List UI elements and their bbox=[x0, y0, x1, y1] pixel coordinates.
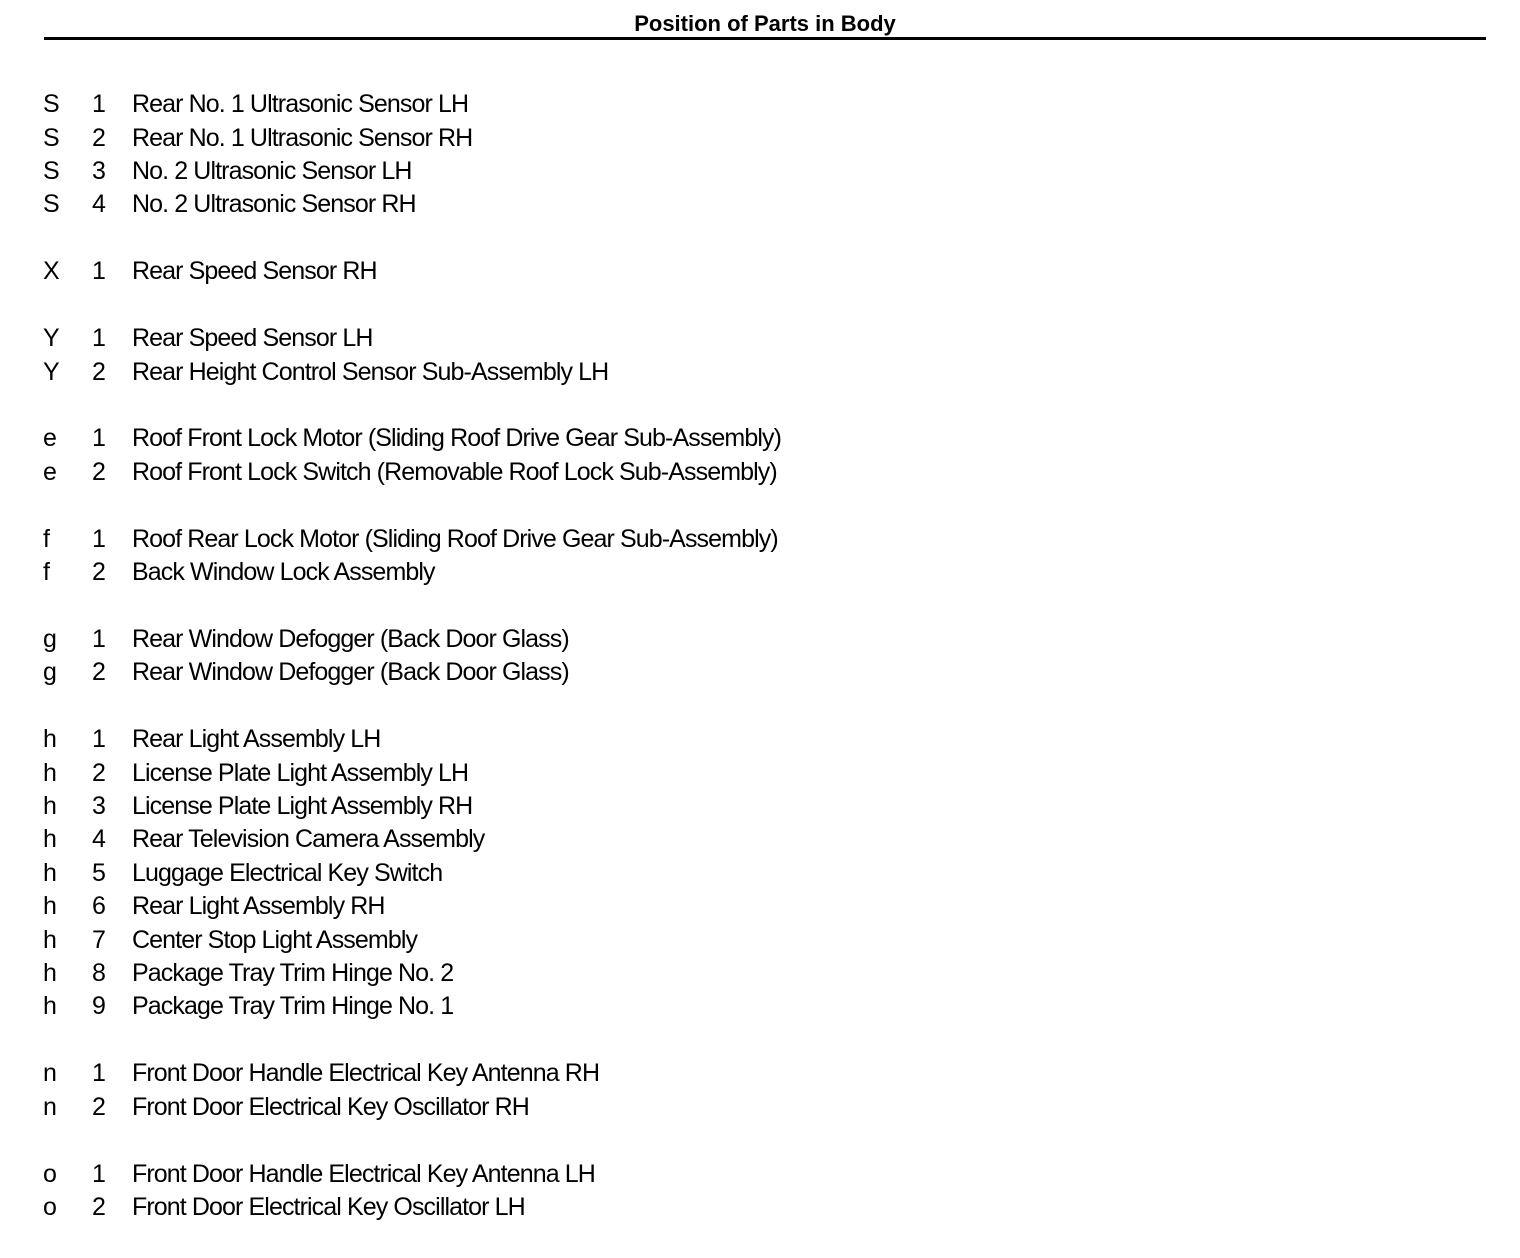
connector-code: o bbox=[43, 1159, 57, 1188]
connector-code: S bbox=[43, 90, 59, 119]
part-name: Roof Front Lock Motor (Sliding Roof Drive Gear Sub-Assembly) bbox=[132, 424, 782, 453]
parts-group-X bbox=[0, 255, 1520, 288]
part-number: 4 bbox=[92, 825, 106, 854]
part-number: 2 bbox=[92, 123, 106, 152]
parts-group-n bbox=[0, 1057, 1520, 1124]
part-number: 2 bbox=[92, 558, 106, 587]
connector-code: h bbox=[43, 959, 57, 987]
parts-group-o bbox=[0, 1157, 1520, 1224]
part-number: 2 bbox=[92, 457, 106, 486]
part-row bbox=[0, 1191, 1520, 1224]
part-number: 8 bbox=[92, 959, 106, 987]
part-number: 1 bbox=[92, 524, 106, 553]
part-name: Rear Light Assembly LH bbox=[132, 725, 381, 754]
connector-code: S bbox=[43, 123, 59, 152]
connector-code: n bbox=[43, 1092, 57, 1121]
connector-code: S bbox=[43, 156, 59, 185]
connector-code: h bbox=[43, 992, 57, 1021]
part-number: 2 bbox=[92, 1092, 106, 1121]
connector-code: S bbox=[43, 190, 59, 219]
part-row bbox=[0, 322, 1520, 355]
part-number: 2 bbox=[92, 758, 106, 787]
part-row bbox=[0, 355, 1520, 388]
part-row bbox=[0, 188, 1520, 221]
part-row bbox=[0, 623, 1520, 656]
part-row bbox=[0, 255, 1520, 288]
part-row bbox=[0, 990, 1520, 1023]
part-row bbox=[0, 1057, 1520, 1090]
part-name: Roof Front Lock Switch (Removable Roof Lock Sub-Assembly) bbox=[132, 457, 777, 486]
part-row bbox=[0, 756, 1520, 789]
part-name: Front Door Electrical Key Oscillator LH bbox=[132, 1192, 525, 1221]
part-number: 4 bbox=[92, 190, 106, 219]
part-name: Front Door Electrical Key Oscillator RH bbox=[132, 1092, 529, 1121]
part-row bbox=[0, 723, 1520, 756]
parts-group-h bbox=[0, 723, 1520, 1024]
connector-code: h bbox=[43, 892, 57, 921]
connector-code: e bbox=[43, 424, 57, 453]
parts-group-e bbox=[0, 422, 1520, 489]
part-name: Package Tray Trim Hinge No. 2 bbox=[132, 959, 454, 987]
page-title: Position of Parts in Body bbox=[634, 11, 896, 36]
part-name: Rear Television Camera Assembly bbox=[132, 825, 485, 854]
part-name: Rear Speed Sensor RH bbox=[132, 257, 377, 286]
part-row bbox=[0, 957, 1520, 990]
part-name: No. 2 Ultrasonic Sensor RH bbox=[132, 190, 416, 219]
parts-group-Y bbox=[0, 322, 1520, 389]
part-name: Rear Light Assembly RH bbox=[132, 892, 385, 921]
part-row bbox=[0, 656, 1520, 689]
part-row bbox=[0, 556, 1520, 589]
part-number: 3 bbox=[92, 156, 106, 185]
connector-code: h bbox=[43, 925, 57, 954]
part-name: Back Window Lock Assembly bbox=[132, 558, 435, 587]
part-number: 5 bbox=[92, 858, 106, 887]
connector-code: X bbox=[43, 257, 59, 286]
part-row bbox=[0, 1090, 1520, 1123]
connector-code: h bbox=[43, 792, 57, 821]
part-row bbox=[0, 857, 1520, 890]
part-number: 1 bbox=[92, 1159, 106, 1188]
part-name: Rear No. 1 Ultrasonic Sensor LH bbox=[132, 90, 469, 119]
part-name: No. 2 Ultrasonic Sensor LH bbox=[132, 156, 412, 185]
part-row bbox=[0, 456, 1520, 489]
part-number: 2 bbox=[92, 357, 106, 386]
part-name: Rear Height Control Sensor Sub-Assembly LH bbox=[132, 357, 609, 386]
part-row bbox=[0, 523, 1520, 556]
part-name: Package Tray Trim Hinge No. 1 bbox=[132, 992, 454, 1021]
part-row bbox=[0, 890, 1520, 923]
parts-group-S bbox=[0, 88, 1520, 222]
connector-code: f bbox=[43, 558, 50, 587]
part-number: 7 bbox=[92, 925, 106, 954]
part-number: 1 bbox=[92, 324, 106, 353]
part-row bbox=[0, 1157, 1520, 1190]
connector-code: Y bbox=[43, 357, 59, 386]
part-number: 2 bbox=[92, 1192, 106, 1221]
title-divider bbox=[44, 37, 1486, 40]
connector-code: h bbox=[43, 858, 57, 887]
part-row bbox=[0, 923, 1520, 956]
part-name: Front Door Handle Electrical Key Antenna RH bbox=[132, 1059, 600, 1088]
part-name: Rear No. 1 Ultrasonic Sensor RH bbox=[132, 123, 473, 152]
part-number: 2 bbox=[92, 658, 106, 687]
connector-code: h bbox=[43, 758, 57, 787]
connector-code: e bbox=[43, 457, 57, 486]
part-row bbox=[0, 823, 1520, 856]
parts-group-f bbox=[0, 523, 1520, 590]
connector-code: h bbox=[43, 725, 57, 754]
part-number: 1 bbox=[92, 725, 106, 754]
part-number: 1 bbox=[92, 90, 106, 119]
part-number: 1 bbox=[92, 624, 106, 653]
part-row bbox=[0, 121, 1520, 154]
part-row bbox=[0, 88, 1520, 121]
part-name: License Plate Light Assembly RH bbox=[132, 792, 473, 821]
part-number: 1 bbox=[92, 1059, 106, 1088]
part-number: 1 bbox=[92, 424, 106, 453]
part-name: Rear Window Defogger (Back Door Glass) bbox=[132, 658, 569, 687]
parts-group-g bbox=[0, 623, 1520, 690]
part-number: 1 bbox=[92, 257, 106, 286]
connector-code: Y bbox=[43, 324, 59, 353]
part-name: Center Stop Light Assembly bbox=[132, 925, 418, 954]
connector-code: f bbox=[43, 524, 50, 553]
connector-code: n bbox=[43, 1059, 57, 1088]
part-name: Luggage Electrical Key Switch bbox=[132, 858, 443, 887]
parts-list bbox=[0, 88, 1520, 1258]
connector-code: o bbox=[43, 1192, 57, 1221]
part-name: Rear Window Defogger (Back Door Glass) bbox=[132, 624, 569, 653]
part-name: License Plate Light Assembly LH bbox=[132, 758, 469, 787]
part-number: 3 bbox=[92, 792, 106, 821]
part-name: Roof Rear Lock Motor (Sliding Roof Drive Gear Sub-Assembly) bbox=[132, 524, 778, 553]
part-row bbox=[0, 422, 1520, 455]
part-name: Front Door Handle Electrical Key Antenna LH bbox=[132, 1159, 595, 1188]
part-number: 6 bbox=[92, 892, 106, 921]
connector-code: g bbox=[43, 658, 57, 687]
part-name: Rear Speed Sensor LH bbox=[132, 324, 373, 353]
part-row bbox=[0, 155, 1520, 188]
part-row bbox=[0, 790, 1520, 823]
part-number: 9 bbox=[92, 992, 106, 1021]
connector-code: h bbox=[43, 825, 57, 854]
connector-code: g bbox=[43, 624, 57, 653]
